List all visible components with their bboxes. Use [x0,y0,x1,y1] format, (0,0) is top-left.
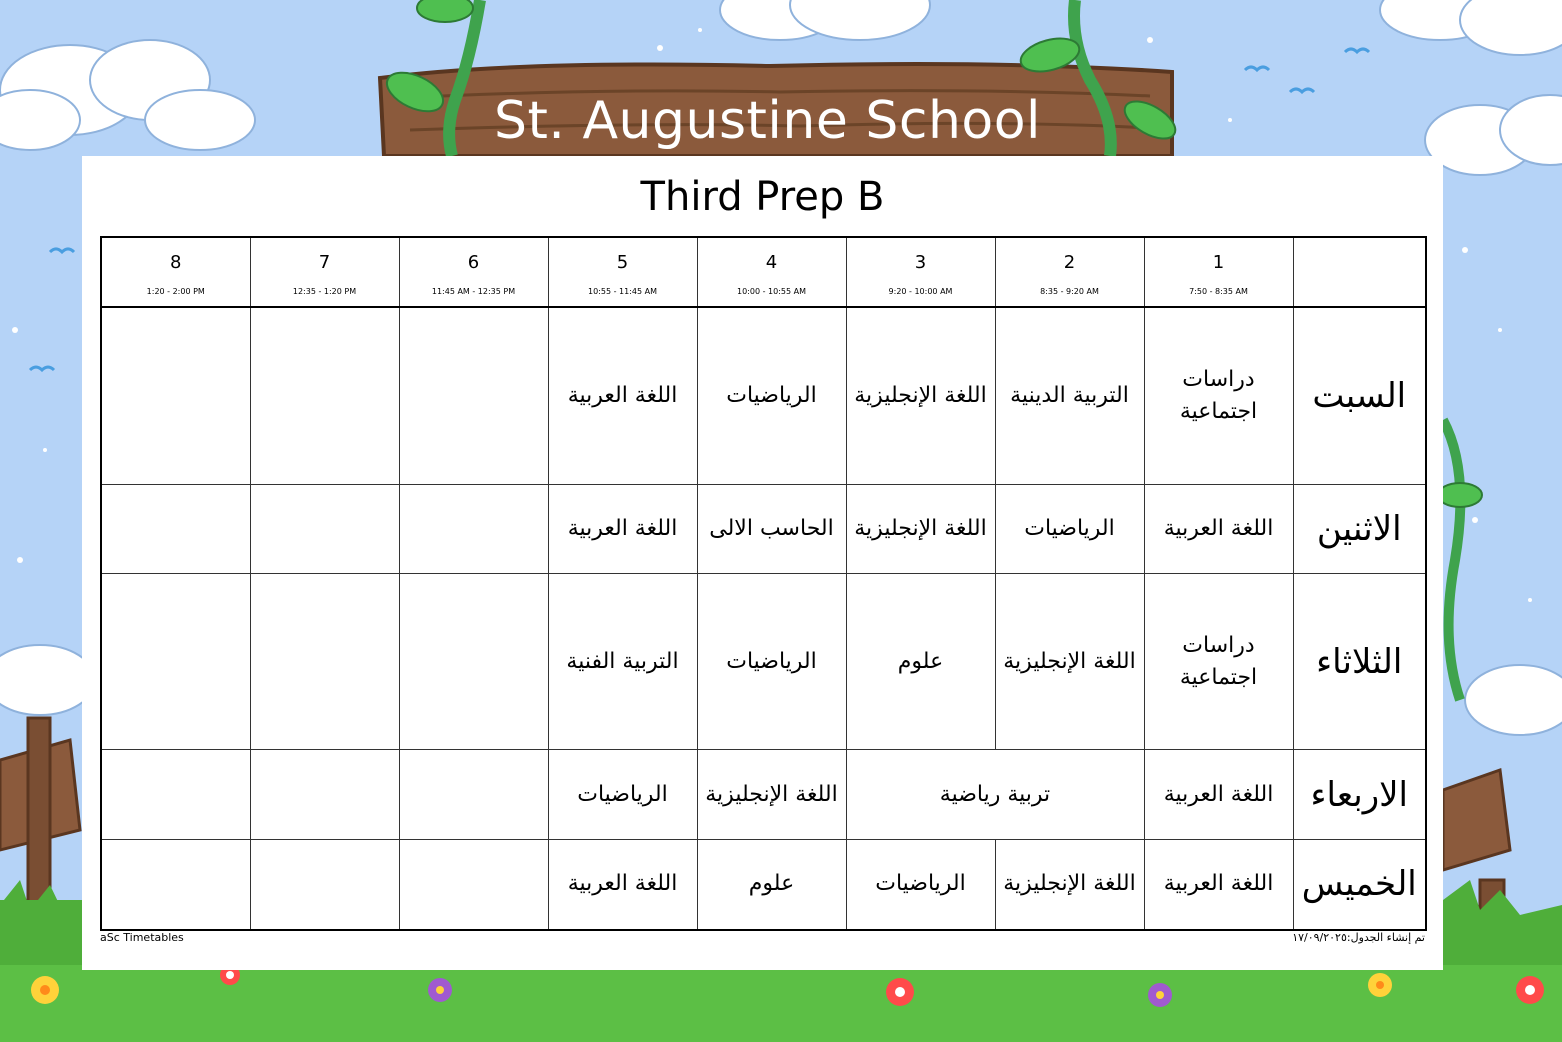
lesson-cell [101,839,250,930]
day-label: السبت [1293,307,1426,484]
period-header: 1 7:50 - 8:35 AM [1144,237,1293,307]
day-label: الثلاثاء [1293,574,1426,750]
school-title: St. Augustine School [494,91,1041,151]
lesson-cell: الحاسب الالى [697,484,846,573]
period-header: 5 10:55 - 11:45 AM [548,237,697,307]
lesson-cell: اللغة الإنجليزية [697,750,846,839]
lesson-cell [399,839,548,930]
lesson-cell [250,484,399,573]
period-header: 6 11:45 AM - 12:35 PM [399,237,548,307]
lesson-cell [250,839,399,930]
lesson-cell [399,484,548,573]
lesson-cell: علوم [846,574,995,750]
lesson-cell: الرياضيات [697,307,846,484]
lesson-cell: اللغة العربية [1144,484,1293,573]
period-header: 8 1:20 - 2:00 PM [101,237,250,307]
day-label: الاثنين [1293,484,1426,573]
lesson-cell [250,574,399,750]
day-row [101,574,1426,750]
lesson-cell: الرياضيات [846,839,995,930]
footer-generated-date: تم إنشاء الجدول:١٧/٠٩/٢٠٢٥ [1292,931,1425,944]
lesson-cell: اللغة العربية [1144,750,1293,839]
day-row [101,307,1426,484]
footer-credit: aSc Timetables [100,931,184,944]
lesson-cell [250,307,399,484]
timetable [100,236,1427,931]
lesson-cell: اللغة العربية [548,839,697,930]
period-header-row [101,237,1426,307]
lesson-cell [399,307,548,484]
class-title: Third Prep B [640,174,885,220]
lesson-cell: اللغة الإنجليزية [995,574,1144,750]
lesson-cell: اللغة الإنجليزية [846,484,995,573]
period-header: 3 9:20 - 10:00 AM [846,237,995,307]
day-label: الخميس [1293,839,1426,930]
lesson-cell: الرياضيات [548,750,697,839]
lesson-cell [101,484,250,573]
lesson-cell: اللغة الإنجليزية [995,839,1144,930]
lesson-cell: اللغة العربية [1144,839,1293,930]
lesson-cell: دراسات اجتماعية [1144,574,1293,750]
corner-cell [1293,237,1426,307]
day-row [101,839,1426,930]
lesson-cell: اللغة العربية [548,307,697,484]
lesson-cell [101,750,250,839]
lesson-cell: دراسات اجتماعية [1144,307,1293,484]
lesson-cell: التربية الفنية [548,574,697,750]
lesson-cell: الرياضيات [995,484,1144,573]
period-header: 4 10:00 - 10:55 AM [697,237,846,307]
lesson-cell-double: تربية رياضية [846,750,1144,839]
period-header: 7 12:35 - 1:20 PM [250,237,399,307]
lesson-cell [399,574,548,750]
day-label: الاربعاء [1293,750,1426,839]
lesson-cell [101,574,250,750]
lesson-cell [250,750,399,839]
lesson-cell [101,307,250,484]
timetable-sheet [82,156,1443,970]
lesson-cell: الرياضيات [697,574,846,750]
day-row [101,484,1426,573]
lesson-cell: اللغة العربية [548,484,697,573]
period-header: 2 8:35 - 9:20 AM [995,237,1144,307]
day-row [101,750,1426,839]
lesson-cell: اللغة الإنجليزية [846,307,995,484]
lesson-cell: التربية الدينية [995,307,1144,484]
lesson-cell: علوم [697,839,846,930]
lesson-cell [399,750,548,839]
